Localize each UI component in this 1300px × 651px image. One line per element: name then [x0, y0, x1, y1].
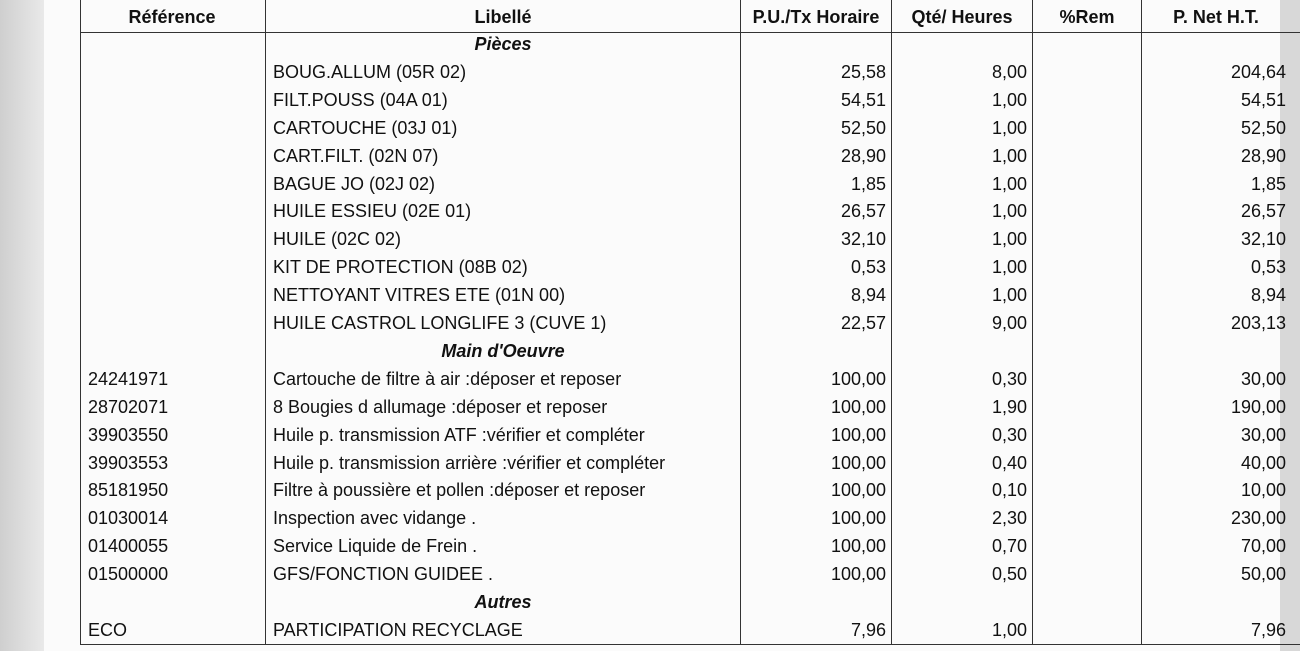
- table-row: [80, 281, 1286, 309]
- table-row: [80, 309, 1286, 337]
- net-price-cell: 190,00: [1230, 396, 1286, 417]
- net-price-cell: 30,00: [1240, 424, 1286, 445]
- quantity-cell: 1,00: [991, 89, 1027, 110]
- quantity-cell: 9,00: [991, 313, 1027, 333]
- reference-cell: 24241971: [88, 368, 169, 389]
- reference-cell: [88, 58, 264, 86]
- net-price-cell: 30,00: [1240, 368, 1286, 389]
- libelle-cell: Huile p. transmission ATF :vérifier et compléter: [273, 424, 645, 445]
- reference-cell: [88, 170, 264, 198]
- unit-price-cell: 1,85: [850, 173, 886, 194]
- unit-price-cell: 26,57: [840, 201, 886, 222]
- net-price-cell: 52,50: [1240, 117, 1286, 138]
- unit-price-cell: 100,00: [830, 452, 886, 473]
- table-row: [80, 560, 1286, 588]
- libelle-cell: CART.FILT. (02N 07): [273, 145, 439, 166]
- table-row: [80, 170, 1286, 198]
- header-reference: Référence: [128, 7, 216, 27]
- net-price-cell: 204,64: [1230, 61, 1286, 82]
- net-price-cell: 40,00: [1240, 452, 1286, 473]
- unit-price-cell: 54,51: [840, 89, 886, 110]
- discount-cell: [1036, 225, 1136, 253]
- reference-cell: 39903553: [88, 452, 169, 473]
- table-row: [80, 504, 1286, 532]
- table-bottom-rule: [80, 644, 1300, 645]
- libelle-cell: Inspection avec vidange .: [273, 508, 477, 529]
- discount-cell: [1036, 532, 1136, 560]
- libelle-cell: NETTOYANT VITRES ETE (01N 00): [273, 285, 566, 306]
- unit-price-cell: 100,00: [830, 424, 886, 445]
- table-row: [80, 225, 1286, 253]
- net-price-cell: 10,00: [1240, 480, 1286, 501]
- unit-price-cell: 7,96: [850, 619, 886, 640]
- reference-cell: [88, 114, 264, 142]
- libelle-cell: FILT.POUSS (04A 01): [273, 89, 448, 110]
- discount-cell: [1036, 114, 1136, 142]
- libelle-cell: Filtre à poussière et pollen :déposer et reposer: [273, 480, 646, 501]
- reference-cell: ECO: [88, 619, 128, 640]
- reference-cell: [88, 253, 264, 281]
- discount-cell: [1036, 393, 1136, 421]
- net-price-cell: 50,00: [1240, 564, 1286, 585]
- quantity-cell: 0,70: [991, 536, 1027, 557]
- discount-cell: [1036, 504, 1136, 532]
- reference-cell: 01400055: [88, 536, 169, 557]
- quantity-cell: 1,00: [991, 257, 1027, 278]
- unit-price-cell: 32,10: [840, 229, 886, 250]
- net-price-cell: 1,85: [1250, 173, 1286, 194]
- table-row: [80, 58, 1286, 86]
- header-quantity: Qté/ Heures: [911, 7, 1013, 27]
- table-row: [80, 421, 1286, 449]
- quantity-cell: 0,50: [991, 564, 1027, 585]
- reference-cell: 01500000: [88, 564, 169, 585]
- discount-cell: [1036, 142, 1136, 170]
- page-shadow: [0, 0, 44, 651]
- net-price-cell: 8,94: [1250, 285, 1286, 306]
- unit-price-cell: 100,00: [830, 508, 886, 529]
- quantity-cell: 0,30: [991, 368, 1027, 389]
- table-row: [80, 86, 1286, 114]
- reference-cell: [88, 142, 264, 170]
- unit-price-cell: 100,00: [830, 368, 886, 389]
- reference-cell: [88, 197, 264, 225]
- quantity-cell: 1,00: [991, 145, 1027, 166]
- unit-price-cell: 0,53: [850, 257, 886, 278]
- table-row: [80, 616, 1286, 644]
- reference-cell: [88, 309, 264, 337]
- reference-cell: [88, 86, 264, 114]
- quantity-cell: 0,10: [991, 480, 1027, 501]
- reference-cell: 01030014: [88, 508, 169, 529]
- libelle-cell: HUILE CASTROL LONGLIFE 3 (CUVE 1): [273, 313, 607, 333]
- quantity-cell: 2,30: [991, 508, 1027, 529]
- discount-cell: [1036, 365, 1136, 393]
- quantity-cell: 1,00: [991, 229, 1027, 250]
- discount-cell: [1036, 476, 1136, 504]
- quantity-cell: 1,00: [991, 117, 1027, 138]
- quantity-cell: 1,00: [991, 173, 1027, 194]
- section-title: Autres: [474, 592, 532, 612]
- libelle-cell: Huile p. transmission arrière :vérifier et compléter: [273, 452, 666, 473]
- reference-cell: [88, 225, 264, 253]
- net-price-cell: 7,96: [1250, 619, 1286, 640]
- header-net-price: P. Net H.T.: [1173, 7, 1259, 27]
- unit-price-cell: 100,00: [830, 564, 886, 585]
- libelle-cell: Cartouche de filtre à air :déposer et reposer: [273, 368, 622, 389]
- net-price-cell: 26,57: [1240, 201, 1286, 222]
- table-row: [80, 253, 1286, 281]
- reference-cell: 85181950: [88, 480, 169, 501]
- unit-price-cell: 100,00: [830, 480, 886, 501]
- unit-price-cell: 52,50: [840, 117, 886, 138]
- reference-cell: 28702071: [88, 396, 169, 417]
- net-price-cell: 230,00: [1230, 508, 1286, 529]
- libelle-cell: 8 Bougies d allumage :déposer et reposer: [273, 396, 608, 417]
- section-row: [80, 30, 1280, 58]
- header-libelle: Libellé: [474, 7, 532, 27]
- discount-cell: [1036, 58, 1136, 86]
- discount-cell: [1036, 170, 1136, 198]
- table-row: [80, 365, 1286, 393]
- discount-cell: [1036, 253, 1136, 281]
- net-price-cell: 203,13: [1230, 313, 1286, 333]
- net-price-cell: 28,90: [1240, 145, 1286, 166]
- table-row: [80, 114, 1286, 142]
- discount-cell: [1036, 449, 1136, 477]
- invoice-table: [80, 0, 1300, 651]
- unit-price-cell: 100,00: [830, 396, 886, 417]
- net-price-cell: 70,00: [1240, 536, 1286, 557]
- section-title: Pièces: [474, 34, 532, 54]
- quantity-cell: 1,00: [991, 619, 1027, 640]
- discount-cell: [1036, 616, 1136, 644]
- invoice-page: [44, 0, 1286, 651]
- libelle-cell: HUILE (02C 02): [273, 229, 402, 250]
- quantity-cell: 1,90: [991, 396, 1027, 417]
- unit-price-cell: 22,57: [840, 313, 886, 333]
- table-row: [80, 476, 1286, 504]
- libelle-cell: KIT DE PROTECTION (08B 02): [273, 257, 528, 278]
- unit-price-cell: 100,00: [830, 536, 886, 557]
- libelle-cell: BOUG.ALLUM (05R 02): [273, 61, 467, 82]
- discount-cell: [1036, 560, 1136, 588]
- quantity-cell: 1,00: [991, 285, 1027, 306]
- quantity-cell: 1,00: [991, 201, 1027, 222]
- libelle-cell: HUILE ESSIEU (02E 01): [273, 201, 472, 222]
- unit-price-cell: 28,90: [840, 145, 886, 166]
- net-price-cell: 54,51: [1240, 89, 1286, 110]
- section-title: Main d'Oeuvre: [441, 340, 565, 361]
- table-row: [80, 142, 1286, 170]
- header-discount: %Rem: [1059, 7, 1115, 27]
- libelle-cell: PARTICIPATION RECYCLAGE: [273, 619, 523, 640]
- quantity-cell: 0,40: [991, 452, 1027, 473]
- quantity-cell: 0,30: [991, 424, 1027, 445]
- discount-cell: [1036, 197, 1136, 225]
- quantity-cell: 8,00: [991, 61, 1027, 82]
- table-row: [80, 532, 1286, 560]
- net-price-cell: 0,53: [1250, 257, 1286, 278]
- reference-cell: 39903550: [88, 424, 169, 445]
- discount-cell: [1036, 281, 1136, 309]
- libelle-cell: CARTOUCHE (03J 01): [273, 117, 458, 138]
- libelle-cell: GFS/FONCTION GUIDEE .: [273, 564, 494, 585]
- net-price-cell: 32,10: [1240, 229, 1286, 250]
- table-row: [80, 449, 1286, 477]
- table-row: [80, 197, 1286, 225]
- unit-price-cell: 25,58: [840, 61, 886, 82]
- discount-cell: [1036, 86, 1136, 114]
- discount-cell: [1036, 421, 1136, 449]
- libelle-cell: Service Liquide de Frein .: [273, 536, 478, 557]
- section-row: [80, 588, 1280, 616]
- section-row: [80, 337, 1280, 365]
- table-row: [80, 393, 1286, 421]
- reference-cell: [88, 281, 264, 309]
- unit-price-cell: 8,94: [850, 285, 886, 306]
- libelle-cell: BAGUE JO (02J 02): [273, 173, 436, 194]
- table-header-row: [80, 0, 1280, 34]
- discount-cell: [1036, 309, 1136, 337]
- header-unit-price: P.U./Tx Horaire: [752, 7, 880, 27]
